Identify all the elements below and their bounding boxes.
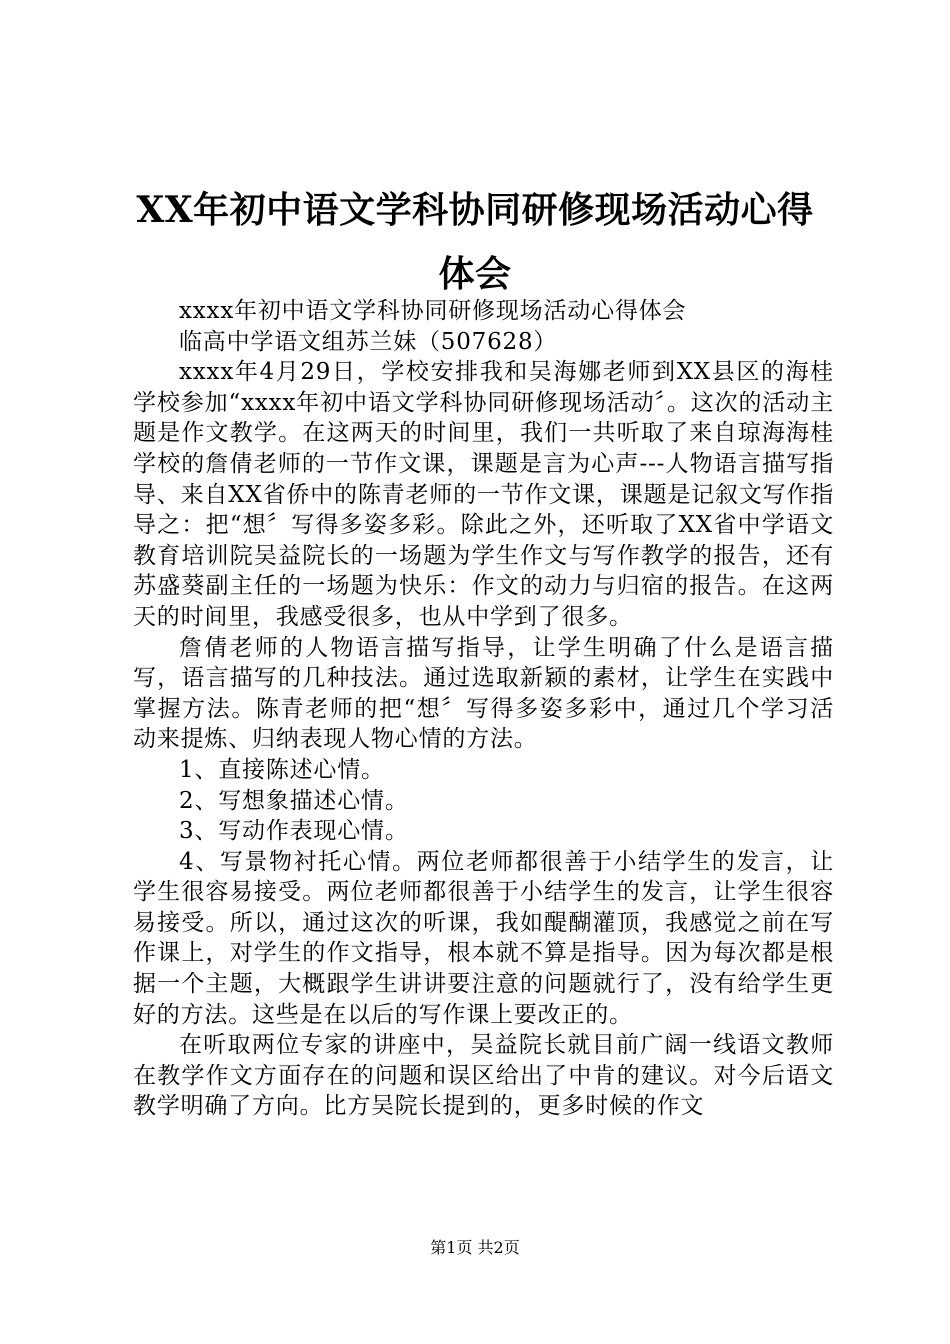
paragraph: 詹倩老师的人物语言描写指导，让学生明确了什么是语言描写，语言描写的几种技法。通过选取新颖的素材，让学生在实践中掌握方法。陈青老师的把“想〞写得多姿多彩中，通过几个学习活动来提炼、归纳表现人物心情的方法。 [133,634,834,753]
paragraph-subtitle: xxxx年初中语文学科协同研修现场活动心得体会 [179,298,687,324]
document-body [133,296,834,1122]
paragraph: xxxx年4月29日，学校安排我和吴海娜老师到XX县区的海桂学校参加“xxxx年初中语文学科协同研修现场活动〞。这次的活动主题是作文教学。在这两天的时间里，我们一共听取了来自琼海海桂学校的詹倩老师的一节作文课，课题是言为心声---人物语言描写指导、来自XX省侨中的陈青老师的一节作文课，课题是记叙文写作指导之：把“想〞写得多姿多彩。除此之外，还听取了XX省中学语文教育培训院吴益院长的一场题为学生作文与写作教学的报告，还有苏盛葵副主任的一场题为快乐：作文的动力与归宿的报告。在这两天的时间里，我感受很多，也从中学到了很多。 [133,359,834,630]
list-item: 3、写动作表现心情。 [179,818,409,845]
list-item: 1、直接陈述心情。 [179,756,385,783]
document-title: XX年初中语文学科协同研修现场活动心得体会 [136,189,814,295]
paragraph: 4、写景物衬托心情。两位老师都很善于小结学生的发言，让学生很容易接受。两位老师都很善于小结学生的发言，让学生很容易接受。所以，通过这次的听课，我如醍醐灌顶，我感觉之前在写作课上，对学生的作文指导，根本就不算是指导。因为每次都是根据一个主题，大概跟学生讲讲要注意的问题就行了，没有给学生更好的方法。这些是在以后的写作课上要改正的。 [133,848,834,1028]
paragraph-author: 临高中学语文组苏兰妹（507628） [179,328,558,355]
list-item: 2、写想象描述心情。 [179,787,409,814]
page-footer: 第1页 共2页 [430,1238,520,1257]
paragraph: 在听取两位专家的讲座中，吴益院长就目前广阔一线语文教师在教学作文方面存在的问题和误区给出了中肯的建议。对今后语文教学明确了方向。比方吴院长提到的，更多时候的作文 [133,1032,834,1120]
